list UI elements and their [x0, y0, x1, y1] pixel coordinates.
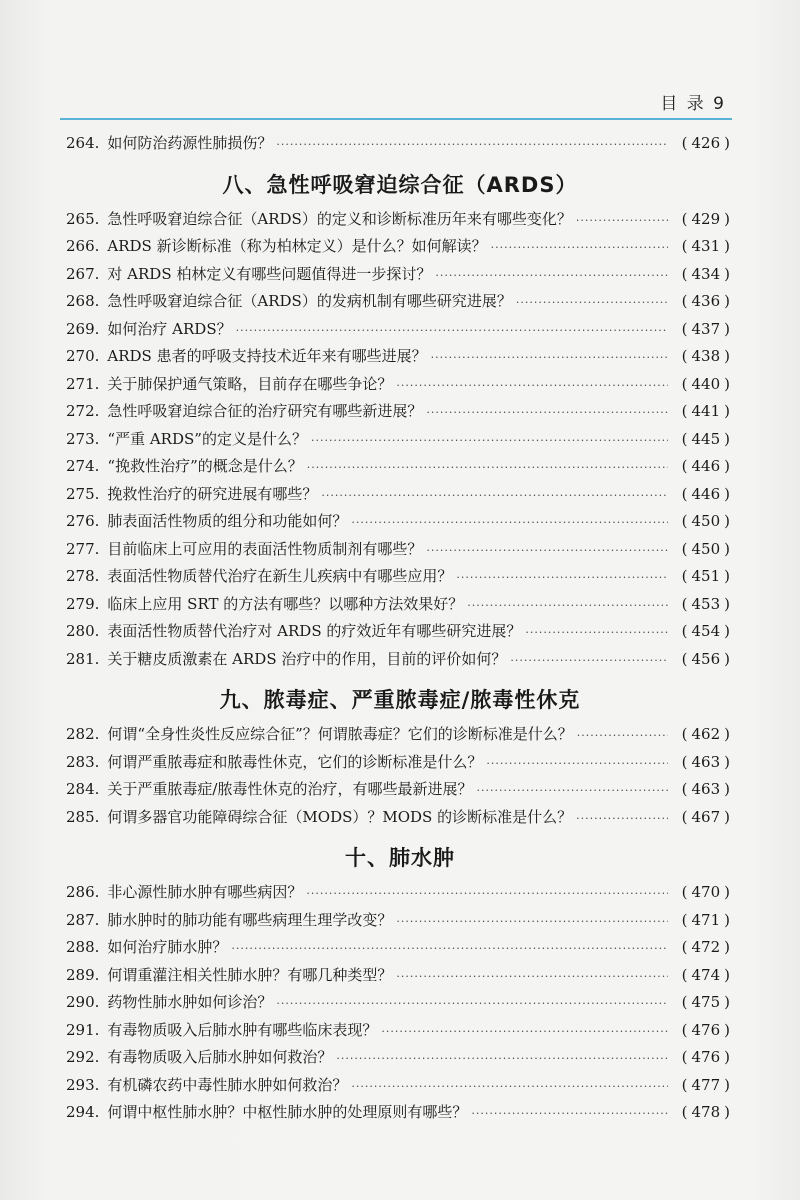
entry-page-ref: ( 429 )	[681, 209, 730, 228]
entry-page-number: 471	[691, 910, 721, 929]
dot-leader	[471, 1107, 667, 1120]
entry-page-number: 450	[691, 539, 721, 558]
entry-page-ref: ( 478 )	[681, 1103, 730, 1121]
entry-page-number: 467	[691, 807, 721, 826]
entry-page-ref: ( 453 )	[681, 594, 730, 613]
entry-page-number: 441	[691, 402, 721, 420]
entry-page-number: 474	[691, 965, 721, 984]
entry-title: 药物性肺水肿如何诊治？	[107, 993, 273, 1011]
entry-number: 270.	[66, 347, 100, 365]
entry-page-ref: ( 474 )	[681, 965, 730, 984]
entry-page-number: 437	[691, 319, 721, 338]
entry-number: 280.	[66, 622, 100, 640]
entry-title: 急性呼吸窘迫综合征的治疗研究有哪些新进展？	[107, 402, 423, 420]
entry-number: 272.	[66, 402, 100, 420]
entry-page-number: 434	[691, 264, 721, 283]
entry-page-ref: ( 450 )	[681, 512, 730, 530]
entry-page-ref: ( 475 )	[681, 993, 730, 1011]
entry-page-number: 453	[691, 594, 721, 613]
entry-number: 266.	[66, 237, 100, 255]
entry-page-ref: ( 434 )	[681, 264, 730, 283]
dot-leader	[276, 138, 667, 151]
entry-page-ref: ( 438 )	[681, 347, 730, 365]
dot-leader	[306, 887, 667, 900]
entry-title: 有毒物质吸入后肺水肿如何救治？	[107, 1048, 333, 1066]
entry-page-ref: ( 477 )	[681, 1075, 730, 1094]
entry-page-ref: ( 472 )	[681, 938, 730, 956]
dot-leader	[321, 489, 667, 502]
dot-leader	[491, 241, 668, 254]
entry-page-number: 440	[691, 374, 721, 393]
entry-title: 关于严重脓毒症/脓毒性休克的治疗，有哪些最新进展？	[107, 780, 473, 798]
entry-page-ref: ( 476 )	[681, 1020, 730, 1039]
dot-leader	[577, 729, 668, 742]
entry-page-ref: ( 445 )	[681, 429, 730, 448]
toc-entry[interactable]	[66, 132, 734, 160]
entry-page-number: 450	[691, 512, 721, 530]
entry-number: 269.	[66, 319, 100, 338]
entry-title: 急性呼吸窘迫综合征（ARDS）的发病机制有哪些研究进展？	[107, 292, 512, 310]
toc-entry[interactable]	[66, 1019, 734, 1047]
entry-page-ref: ( 437 )	[681, 319, 730, 338]
entry-title: 如何治疗 ARDS？	[107, 319, 232, 338]
dot-leader	[516, 296, 668, 309]
dot-leader	[276, 997, 667, 1010]
dot-leader	[231, 942, 667, 955]
entry-page-ref: ( 476 )	[681, 1048, 730, 1066]
entry-title: 临床上应用 SRT 的方法有哪些？以哪种方法效果好？	[107, 594, 464, 613]
entry-number: 273.	[66, 429, 100, 448]
entry-number: 291.	[66, 1020, 100, 1039]
entry-title: 关于糖皮质激素在 ARDS 治疗中的作用，目前的评价如何？	[107, 649, 507, 668]
entry-page-number: 463	[691, 780, 721, 798]
toc-entry[interactable]	[66, 991, 734, 1019]
entry-page-number: 472	[691, 938, 721, 956]
entry-page-number: 446	[691, 484, 721, 503]
dot-leader	[426, 544, 667, 557]
entry-page-ref: ( 436 )	[681, 292, 730, 310]
entry-page-number: 477	[691, 1075, 721, 1094]
entry-page-ref: ( 463 )	[681, 752, 730, 771]
entry-page-number: 456	[691, 649, 721, 668]
entry-page-number: 462	[691, 725, 721, 743]
entry-title: 有毒物质吸入后肺水肿有哪些临床表现？	[107, 1020, 378, 1039]
toc-entry[interactable]	[66, 881, 734, 909]
entry-title: 何谓严重脓毒症和脓毒性休克，它们的诊断标准是什么？	[107, 752, 483, 771]
dot-leader	[396, 970, 667, 983]
entry-page-number: 431	[691, 237, 721, 255]
entry-page-ref: ( 446 )	[681, 484, 730, 503]
toc-entry[interactable]	[66, 428, 734, 456]
dot-leader	[311, 434, 668, 447]
entry-page-number: 454	[691, 622, 721, 640]
toc-entry[interactable]	[66, 373, 734, 401]
toc-entry[interactable]	[66, 648, 734, 676]
table-of-contents	[66, 132, 734, 1129]
entry-page-number: 426	[691, 134, 721, 152]
entry-title: 何谓中枢性肺水肿？中枢性肺水肿的处理原则有哪些？	[107, 1103, 468, 1121]
entry-page-number: 429	[691, 209, 721, 228]
entry-page-ref: ( 462 )	[681, 725, 730, 743]
toc-entry[interactable]	[66, 235, 734, 263]
entry-number: 274.	[66, 457, 100, 475]
dot-leader	[426, 406, 667, 419]
toc-entry[interactable]	[66, 565, 734, 593]
toc-entry[interactable]	[66, 510, 734, 538]
entry-page-number: 436	[691, 292, 721, 310]
toc-entry[interactable]	[66, 400, 734, 428]
entry-page-ref: ( 470 )	[681, 883, 730, 901]
dot-leader	[381, 1025, 667, 1038]
toc-entry[interactable]	[66, 593, 734, 621]
entry-title: 急性呼吸窘迫综合征（ARDS）的定义和诊断标准历年来有哪些变化？	[107, 209, 572, 228]
entry-number: 286.	[66, 883, 100, 901]
entry-number: 278.	[66, 567, 100, 585]
dot-leader	[510, 654, 667, 667]
entry-title: 非心源性肺水肿有哪些病因？	[107, 883, 303, 901]
toc-entry[interactable]	[66, 723, 734, 751]
toc-entry[interactable]	[66, 208, 734, 236]
entry-page-ref: ( 440 )	[681, 374, 730, 393]
entry-page-ref: ( 471 )	[681, 910, 730, 929]
dot-leader	[576, 812, 668, 825]
dot-leader	[351, 1080, 667, 1093]
entry-page-number: 445	[691, 429, 721, 448]
page-header	[60, 88, 732, 120]
dot-leader	[307, 461, 668, 474]
entry-number: 290.	[66, 993, 100, 1011]
entry-title: ARDS 新诊断标准（称为柏林定义）是什么？如何解读？	[107, 237, 487, 255]
entry-title: ARDS 患者的呼吸支持技术近年来有哪些进展？	[107, 347, 427, 365]
entry-page-ref: ( 426 )	[681, 134, 730, 152]
entry-page-ref: ( 450 )	[681, 539, 730, 558]
dot-leader	[476, 784, 667, 797]
entry-title: “严重 ARDS”的定义是什么？	[107, 429, 307, 448]
entry-number: 288.	[66, 938, 100, 956]
dot-leader	[431, 351, 668, 364]
entry-page-number: 463	[691, 752, 721, 771]
entry-page-number: 438	[691, 347, 721, 365]
dot-leader	[486, 757, 667, 770]
entry-page-ref: ( 446 )	[681, 457, 730, 475]
section-heading: 八、急性呼吸窘迫综合征（ARDS）	[222, 172, 578, 197]
dot-leader	[435, 269, 667, 282]
entry-number: 277.	[66, 539, 100, 558]
entry-page-number: 476	[691, 1048, 721, 1066]
toc-entry[interactable]	[66, 483, 734, 511]
entry-title: 如何防治药源性肺损伤？	[107, 134, 273, 152]
entry-page-number: 446	[691, 457, 721, 475]
entry-number: 271.	[66, 374, 100, 393]
entry-number: 294.	[66, 1103, 100, 1121]
entry-title: 何谓“全身性炎性反应综合征”？何谓脓毒症？它们的诊断标准是什么？	[107, 725, 573, 743]
toc-entry[interactable]	[66, 1074, 734, 1102]
entry-title: 何谓多器官功能障碍综合征（MODS）？MODS 的诊断标准是什么？	[107, 807, 573, 826]
entry-number: 281.	[66, 649, 100, 668]
entry-page-number: 478	[691, 1103, 721, 1121]
dot-leader	[336, 1052, 667, 1065]
entry-number: 284.	[66, 780, 100, 798]
entry-number: 279.	[66, 594, 100, 613]
dot-leader	[576, 214, 668, 227]
entry-page-ref: ( 451 )	[681, 567, 730, 585]
toc-entry[interactable]	[66, 936, 734, 964]
entry-number: 267.	[66, 264, 100, 283]
entry-page-ref: ( 456 )	[681, 649, 730, 668]
toc-entry[interactable]	[66, 290, 734, 318]
entry-page-number: 451	[691, 567, 721, 585]
section-heading: 十、肺水肿	[345, 846, 455, 870]
entry-title: 有机磷农药中毒性肺水肿如何救治？	[107, 1075, 348, 1094]
entry-title: 对 ARDS 柏林定义有哪些问题值得进一步探讨？	[107, 264, 432, 283]
section-heading: 九、脓毒症、严重脓毒症/脓毒性休克	[219, 688, 581, 712]
entry-page-ref: ( 467 )	[681, 807, 730, 826]
entry-number: 283.	[66, 752, 100, 771]
dot-leader	[525, 626, 667, 639]
toc-entry[interactable]	[66, 318, 734, 346]
entry-title: 挽救性治疗的研究进展有哪些？	[107, 484, 318, 503]
toc-entry[interactable]	[66, 806, 734, 834]
entry-number: 282.	[66, 725, 100, 743]
dot-leader	[396, 379, 667, 392]
entry-number: 265.	[66, 209, 100, 228]
dot-leader	[456, 571, 667, 584]
entry-title: “挽救性治疗”的概念是什么？	[107, 457, 303, 475]
toc-entry[interactable]	[66, 778, 734, 806]
toc-entry[interactable]	[66, 964, 734, 992]
entry-number: 293.	[66, 1075, 100, 1094]
entry-title: 肺表面活性物质的组分和功能如何？	[107, 512, 348, 530]
toc-entry[interactable]	[66, 620, 734, 648]
entry-number: 264.	[66, 134, 100, 152]
entry-page-ref: ( 463 )	[681, 780, 730, 798]
entry-number: 276.	[66, 512, 100, 530]
entry-number: 289.	[66, 965, 100, 984]
entry-page-ref: ( 441 )	[681, 402, 730, 420]
toc-entry[interactable]	[66, 455, 734, 483]
entry-page-number: 475	[691, 993, 721, 1011]
dot-leader	[351, 516, 667, 529]
dot-leader	[467, 599, 667, 612]
entry-title: 表面活性物质替代治疗在新生儿疾病中有哪些应用？	[107, 567, 453, 585]
entry-page-ref: ( 454 )	[681, 622, 730, 640]
toc-entry[interactable]	[66, 1046, 734, 1074]
entry-title: 如何治疗肺水肿？	[107, 938, 228, 956]
entry-page-number: 470	[691, 883, 721, 901]
entry-page-ref: ( 431 )	[681, 237, 730, 255]
entry-title: 关于肺保护通气策略，目前存在哪些争论？	[107, 374, 393, 393]
toc-entry[interactable]	[66, 909, 734, 937]
toc-entry[interactable]	[66, 345, 734, 373]
entry-title: 肺水肿时的肺功能有哪些病理生理学改变？	[107, 910, 393, 929]
entry-title: 表面活性物质替代治疗对 ARDS 的疗效近年有哪些研究进展？	[107, 622, 522, 640]
toc-entry[interactable]	[66, 751, 734, 779]
entry-title: 目前临床上可应用的表面活性物质制剂有哪些？	[107, 539, 423, 558]
toc-entry[interactable]	[66, 538, 734, 566]
entry-number: 287.	[66, 910, 100, 929]
entry-number: 268.	[66, 292, 100, 310]
entry-title: 何谓重灌注相关性肺水肿？有哪几种类型？	[107, 965, 393, 984]
toc-entry[interactable]	[66, 263, 734, 291]
header-page-label: 目 录 9	[660, 94, 726, 114]
dot-leader	[236, 324, 668, 337]
entry-number: 292.	[66, 1048, 100, 1066]
entry-page-number: 476	[691, 1020, 721, 1039]
entry-number: 285.	[66, 807, 100, 826]
entry-number: 275.	[66, 484, 100, 503]
toc-entry[interactable]	[66, 1101, 734, 1129]
dot-leader	[396, 915, 667, 928]
